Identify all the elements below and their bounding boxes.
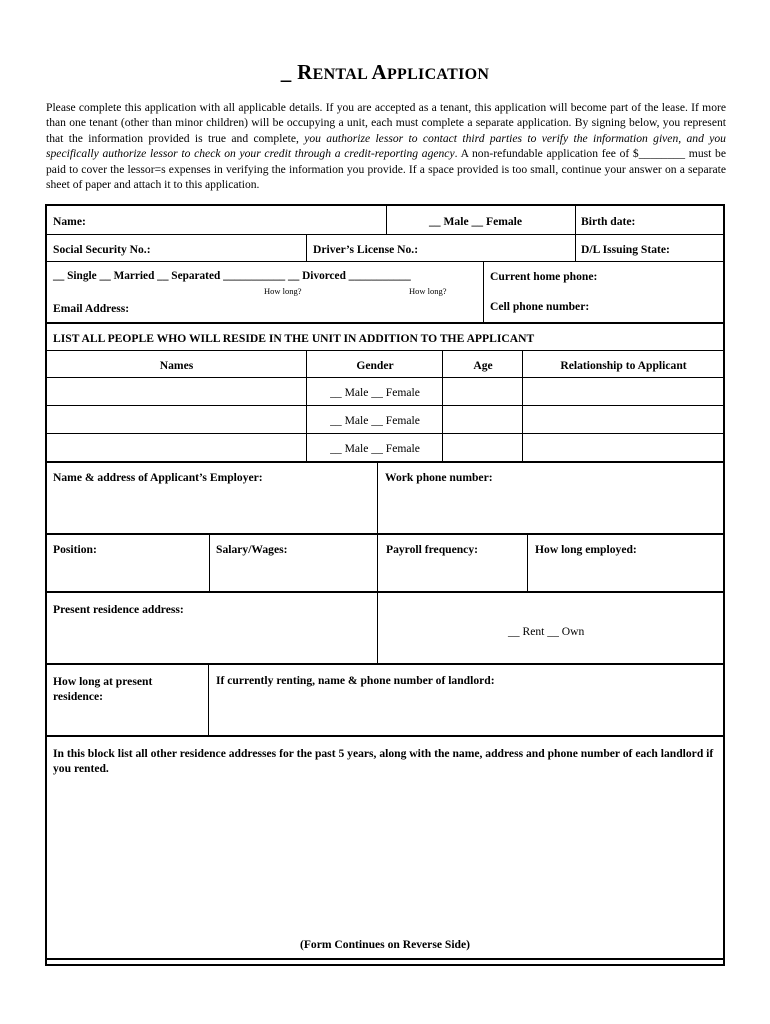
row-employer [47, 463, 723, 535]
payroll-frequency-label[interactable]: Payroll frequency: [386, 543, 478, 556]
ssn-label[interactable]: Social Security No.: [53, 243, 151, 256]
how-long-separated: How long? [264, 286, 302, 296]
row-other-residences[interactable] [47, 737, 723, 962]
home-phone-label[interactable]: Current home phone: [490, 270, 598, 283]
position-label[interactable]: Position: [53, 543, 97, 556]
application-form [45, 204, 725, 966]
col-age: Age [473, 359, 493, 372]
occupants-heading: LIST ALL PEOPLE WHO WILL RESIDE IN THE UNIT IN ADDITION TO THE APPLICANT [53, 332, 535, 345]
form-title: _ RENTAL APPLICATION [280, 60, 490, 84]
how-long-employed-label[interactable]: How long employed: [535, 543, 637, 556]
how-long-residence-label[interactable]: How long at present residence: [53, 675, 153, 703]
col-relationship: Relationship to Applicant [560, 359, 687, 372]
occupant-row[interactable] [47, 434, 723, 463]
bottom-rule [47, 958, 723, 960]
col-names: Names [159, 359, 194, 372]
relationship-field[interactable] [522, 378, 723, 405]
gender-options[interactable]: __ Male __ Female [330, 386, 420, 399]
landlord-label[interactable]: If currently renting, name & phone number of landlord: [216, 674, 495, 687]
rent-own-options[interactable]: __ Rent __ Own [508, 625, 585, 638]
occupants-header-row [47, 351, 723, 378]
age-field[interactable] [442, 434, 522, 461]
occupant-row[interactable] [47, 378, 723, 406]
row-name [47, 206, 723, 235]
col-gender: Gender [356, 359, 394, 372]
how-long-divorced: How long? [409, 286, 447, 296]
email-label[interactable]: Email Address: [53, 302, 130, 315]
intro-paragraph: Please complete this application with all applicable details. If you are accepted as a tenant, this application will become part of the lease. If more than one tenant (other than minor children) will be occupying a unit, each must complete a separate application. By signing below, you represent that the information provided is true and complete, you authorize lessor to contact third parties to verify the information given, and you specifically authorize lessor to check on your credit through a credit-reporting agency. A non-refundable application fee of $________ must be paid to cover the lessor=s expenses in verifying the information you provide. If a space provided is too small, continue your answer on a separate sheet of paper and attach it to this application. [46, 101, 726, 192]
marital-status-options[interactable]: __ Single __ Married __ Separated ___________ __ Divorced ___________ [53, 270, 411, 282]
row-landlord [47, 665, 723, 737]
work-phone-label[interactable]: Work phone number: [385, 471, 493, 484]
occupant-row[interactable] [47, 406, 723, 434]
form-continues-note: (Form Continues on Reverse Side) [299, 938, 471, 951]
age-field[interactable] [442, 406, 522, 433]
row-present-residence [47, 593, 723, 665]
row-position [47, 535, 723, 593]
occupants-heading-row [47, 324, 723, 351]
sex-options[interactable]: __ Male __ Female [429, 215, 523, 228]
other-addresses-label: In this block list all other residence addresses for the past 5 years, along with the name, address and phone number of each landlord if you rented. [53, 747, 714, 775]
age-field[interactable] [442, 378, 522, 405]
cell-phone-label[interactable]: Cell phone number: [490, 300, 590, 313]
employer-label[interactable]: Name & address of Applicant’s Employer: [53, 471, 263, 484]
name-label[interactable]: Name: [53, 215, 86, 228]
present-address-label[interactable]: Present residence address: [53, 603, 184, 616]
gender-options[interactable]: __ Male __ Female [330, 442, 420, 455]
relationship-field[interactable] [522, 434, 723, 461]
birth-date-label[interactable]: Birth date: [581, 215, 636, 228]
dl-state-label[interactable]: D/L Issuing State: [581, 243, 670, 256]
row-marital [47, 262, 723, 324]
row-ids [47, 235, 723, 262]
drivers-license-label[interactable]: Driver’s License No.: [313, 243, 419, 256]
gender-options[interactable]: __ Male __ Female [330, 414, 420, 427]
relationship-field[interactable] [522, 406, 723, 433]
salary-label[interactable]: Salary/Wages: [216, 543, 288, 556]
